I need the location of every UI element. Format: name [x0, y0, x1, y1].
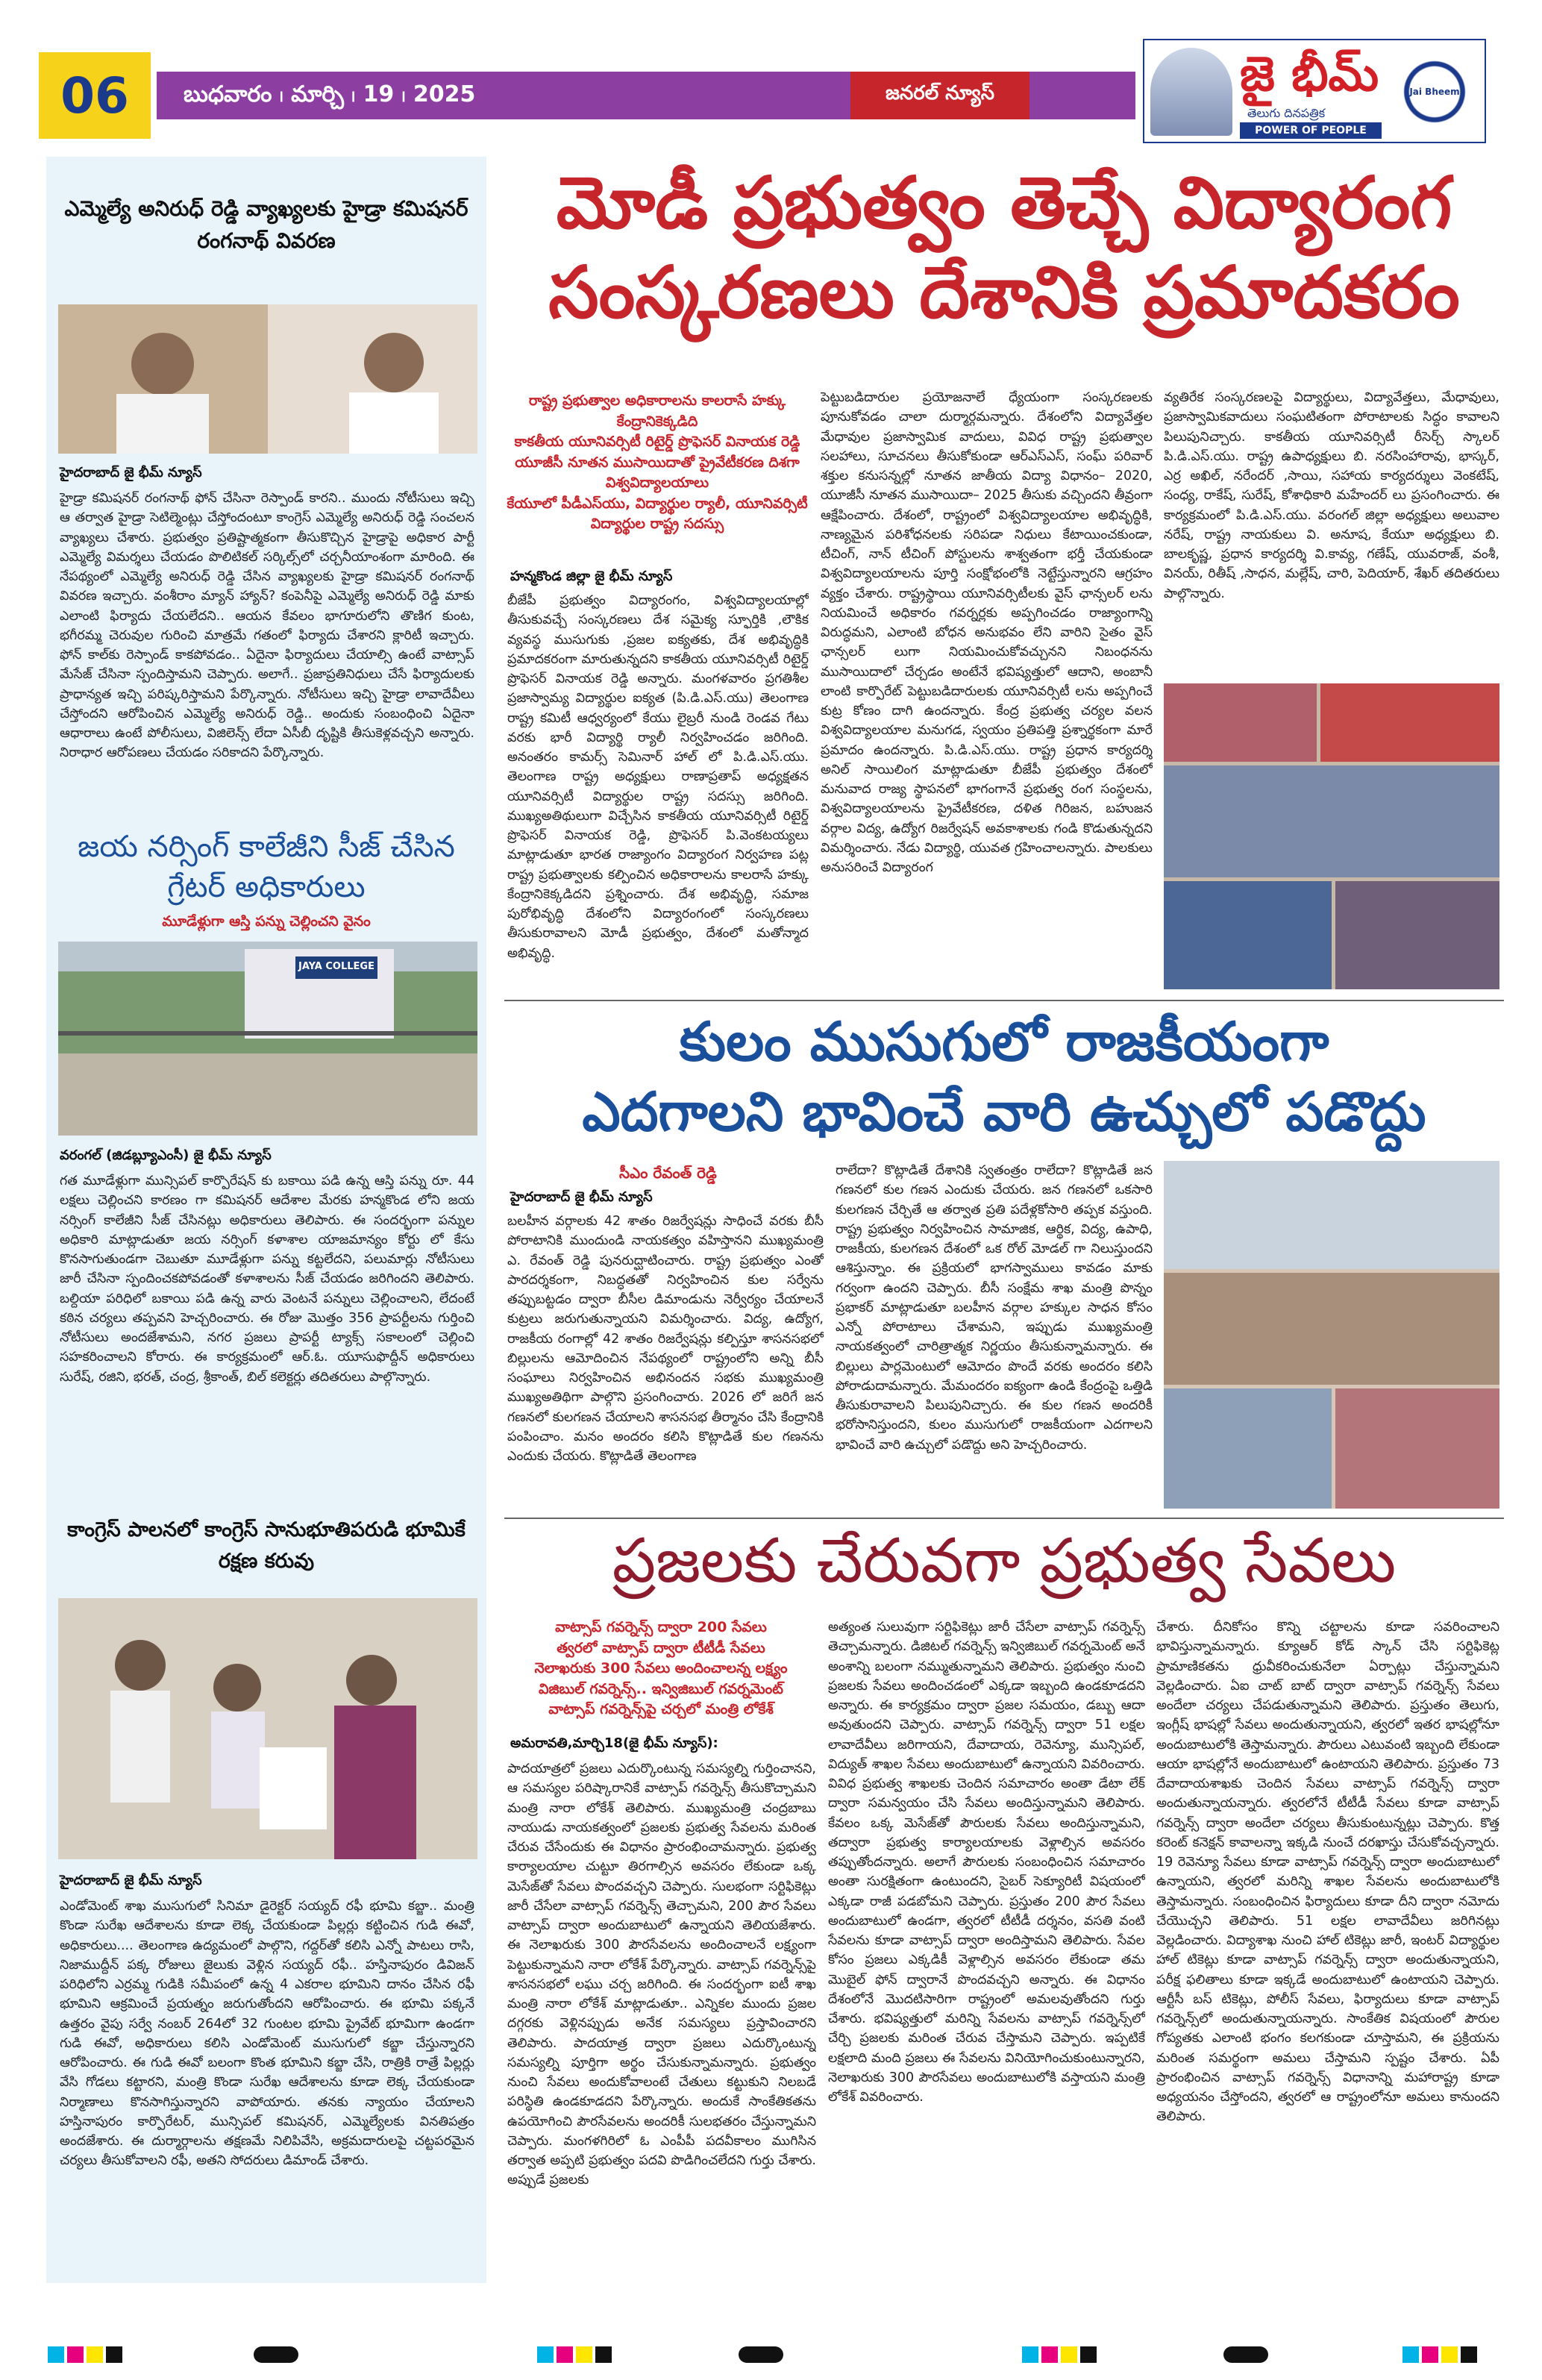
black-mark-icon [1080, 2346, 1097, 2363]
caste-photo [1164, 1161, 1499, 1509]
magenta-mark-icon [557, 2346, 573, 2363]
services-body-col3: చేశారు. దీనికోసం కొన్ని చట్టాలను కూడా సవరించాలని భావిస్తున్నామన్నారు. క్యూఆర్ కోడ్ స్కాన్ చేసి సర్టిఫికెట్ల ప్రామాణికతను ధ్రువీకరించుకునేలా ఏర్పాట్లు చేస్తున్నామని వెల్లడించారు. ఏఐ చాట్ బాట్ ద్వారా వాట్సాప్ గవర్నెన్స్ సేవలు అందేలా చర్యలు చేపడుతున్నామని తెలిపారు. ప్రస్తుతం తెలుగు, ఇంగ్లీష్ భాషల్లో సేవలు అందుతున్నాయని, త్వరలో ఇతర భాషల్లోనూ అందుబాటులోకి తెస్తామన్నారు. పౌరులు ఎటువంటి ఇబ్బంది లేకుండా ఆయా భాషల్లోనే అందుబాటులో ఉంటాయని తెలిపారు. ప్రస్తుతం 73 దేవాదాయశాఖకు చెందిన సేవలు వాట్సాప్ గవర్నెన్స్ ద్వారా అందుతున్నాయన్నారు. త్వరలోనే టీటీడీ సేవలు కూడా వాట్సాప్ గవర్నెన్స్ ద్వారా అందేలా చర్యలు తీసుకుంటున్నట్లు చెప్పారు. కొత్త కరెంట్ కనెక్షన్ కావాలన్నా ఇక్కడి నుంచే దరఖాస్తు చేసుకోవచ్చన్నారు. 19 రెవెన్యూ సేవలు కూడా వాట్సాప్ గవర్నెన్స్ ద్వారా అందుబాటులో ఉన్నాయని, త్వరలో మరిన్ని శాఖల సేవలను అందుబాటులోకి తెస్తామన్నారు. సంబంధించిన ఫిర్యాదులు కూడా దీని ద్వారా నమోదు చేయొచ్చని తెలిపారు. 51 లక్షల లావాదేవీలు జరిగినట్లు వెల్లడించారు. విద్యాశాఖ నుంచి హాల్ టికెట్లు జారీ, ఇంటర్ విద్యార్థుల హాల్ టికెట్లు కూడా వాట్సాప్ గవర్నెన్స్ ద్వారా అందుతున్నాయని, పరీక్ష ఫలితాలు కూడా ఇక్కడే అందుబాటులో ఉంటాయని చెప్పారు. ఆర్టీసీ బస్ టికెట్లు, పోలీస్ సేవలు, ఫిర్యాదులు కూడా వాట్సాప్ గవర్నెన్స్‌లో అందుతున్నాయన్నారు. సాంకేతిక విషయంలో పౌరుల గోప్యతకు ఎలాంటి భంగం కలగకుండా చూస్తామని, ఈ ప్రక్రియను మరింత సమర్థంగా అమలు చేస్తామని స్పష్టం చేశారు. ఏపీ ప్రారంభించిన వాట్సాప్ గవర్నెన్స్ విధానాన్ని మహారాష్ట్ర కూడా అధ్యయనం చేస్తోందని, త్వరలో ఆ రాష్ట్రంలోనూ అమలు కానుందని తెలిపారు. [1156, 1620, 1499, 2125]
story2-headline: జయ నర్సింగ్ కాలేజీని సీజ్ చేసిన గ్రేటర్ అధికారులు [78, 830, 455, 904]
registration-marks [48, 2346, 125, 2363]
caste-photo-art [1164, 1161, 1499, 1509]
crop-mark-icon [739, 2346, 783, 2363]
lead-headline-line2: సంస్కరణలు దేశానికి ప్రమాదకరం [548, 250, 1460, 334]
lead-photo-art [1164, 683, 1499, 989]
section-divider [504, 1518, 1504, 1519]
lead-headline-line1: మోడీ ప్రభుత్వం తెచ్చే విద్యారంగ [556, 160, 1452, 245]
services-body-col1: పాదయాత్రలో ప్రజలు ఎదుర్కొంటున్న సమస్యల్ని గుర్తించానని, ఆ సమస్యల పరిష్కారానికే వాట్సాప్ గవర్నెన్స్ తీసుకొచ్చామని మంత్రి నారా లోకేశ్ తెలిపారు. ముఖ్యమంత్రి చంద్రబాబు నాయుడు నాయకత్వంలో ప్రజలకు ప్రభుత్వ సేవలను మరింత చేరువ చేసేందుకు ఈ విధానం ప్రారంభించామన్నారు. ప్రభుత్వ కార్యాలయాల చుట్టూ తిరగాల్సిన అవసరం లేకుండా ఒక్క మెసేజ్‌తో సేవలు పొందవచ్చని చెప్పారు. సులభంగా సర్టిఫికెట్లు జారీ చేసేలా వాట్సాప్ గవర్నెన్స్ తెచ్చామని, 200 పౌర సేవలు వాట్సాప్ ద్వారా అందుబాటులో ఉన్నాయని తెలియజేశారు. ఈ నెలాఖరుకు 300 పౌరసేవలను అందించాలనే లక్ష్యంగా పెట్టుకున్నామని నారా లోకేశ్ పేర్కొన్నారు. వాట్సాప్ గవర్నెన్స్‌పై శాసనసభలో లఘు చర్చ జరిగింది. ఈ సందర్భంగా ఐటీ శాఖ మంత్రి నారా లోకేశ్ మాట్లాడుతూ.. ఎన్నికల ముందు ప్రజల దగ్గరకు వెళ్లినప్పుడు అనేక సమస్యలు ప్రస్తావించారని తెలిపారు. పాదయాత్ర ద్వారా ప్రజలు ఎదుర్కొంటున్న సమస్యల్ని పూర్తిగా అర్థం చేసుకున్నామన్నారు. ప్రభుత్వం నుంచి సేవలు అందుకోవాలంటే చేతులు కట్టుకుని నిలబడే పరిస్థితి ఉండకూడదని పేర్కొన్నారు. అందుకే సాంకేతికతను ఉపయోగించి పౌరసేవలను అందరికీ సులభతరం చేస్తున్నామని చెప్పారు. మంగళగిరిలో ఓ ఎంపీపీ పదవీకాలం ముగిసిన తర్వాత అప్పటి ప్రభుత్వం పదవి పొడిగించలేదని గుర్తు చేశారు. అప్పుడే ప్రజలకు [507, 1761, 816, 2188]
story3-body: ఎండోమెంట్ శాఖ ముసుగులో సినిమా డైరెక్టర్ సయ్యద్ రఫీ భూమి కబ్జా.. మంత్రి కొండా సురేఖ ఆదేశాలను కూడా లెక్క చేయకుండా పిల్లర్లు కట్టించిన గుడి ఈవో, అధికారులు.... తెలంగాణ ఉద్యమంలో పాల్గొని, గద్దర్‌తో కలిసి ఎన్నో పాటలు రాసి, నిజాముద్దీన్ పక్క రోజులు జైలుకు వెళ్లిన సయ్యద్ రఫీ.. హస్తినాపురం డివిజన్ పరిధిలోని ఎర్రమ్మ గుడికి సమీపంలో ఉన్న 4 ఎకరాల భూమిని దానం చేసిన రఫీ భూమిని ఆక్రమించే ప్రయత్నం జరుగుతోందని ఆరోపించారు. ఈ భూమి పక్కనే ఉత్తరం వైపు సర్వే నంబర్ 264లో 32 గుంటల భూమి ప్రైవేట్ భూమిగా ఉండగా గుడి ఈవో, అధికారులు కలిసి ఎండోమెంట్ ముసుగులో కబ్జా చేస్తున్నారని ఆరోపించారు. ఈ గుడి ఈవో బలంగా కొంత భూమిని కబ్జా చేసి, రాత్రికి రాత్రే పిల్లర్లు వేసి గోడలు కట్టారని, మంత్రి కొండా సురేఖ ఆదేశాలను కూడా లెక్క చేయకుండా నిర్మాణాలు కొనసాగిస్తున్నారని వాపోయారు. తనకు న్యాయం చేయాలని హస్తినాపురం కార్పొరేటర్, మున్సిపల్ కమిషనర్, ఎమ్మెల్యేలకు వినతిపత్రం అందజేశారు. ఈ దుర్మార్గాలను తక్షణమే నిలిపివేసి, అక్రమదారులపై చట్టపరమైన చర్యలు తీసుకోవాలని రఫీ, అతని సోదరులు డిమాండ్ చేశారు. [60, 1899, 474, 2169]
story1-headline: ఎమ్మెల్యే అనిరుధ్ రెడ్డి వ్యాఖ్యలకు హైడ్రా కమిషనర్ రంగనాథ్ వివరణ [64, 196, 468, 254]
story1-photo-art [58, 304, 477, 454]
black-mark-icon [595, 2346, 612, 2363]
caste-headline [504, 1007, 1504, 1147]
magenta-mark-icon [1422, 2346, 1438, 2363]
masthead-title: జై భీమ్ [1240, 46, 1379, 102]
ambedkar-portrait-icon [1150, 48, 1232, 136]
cyan-mark-icon [537, 2346, 554, 2363]
page-number: 06 [39, 52, 151, 139]
crop-mark-icon [1223, 2346, 1268, 2363]
lead-dateline: హన్మకొండ జిల్లా జై భీమ్ న్యూస్ [510, 569, 673, 584]
yellow-mark-icon [576, 2346, 592, 2363]
lead-deck-line: కేయూలో పీడీఎస్‌యు, విద్యార్థుల ర్యాలీ, యూనివర్సిటీ విద్యార్థుల రాష్ట్ర సదస్సు [507, 495, 808, 533]
story3-dateline: హైదరాబాద్ జై భీమ్ న్యూస్ [60, 1873, 202, 1888]
caste-speaker: సీఎం రేవంత్ రెడ్డి [619, 1164, 717, 1182]
caste-body-col2: రాలేదా? కొట్లాడితే దేశానికి స్వతంత్రం రాలేదా? కొట్లాడితే జన గణనలో కుల గణన ఎందుకు చేయరు. జన గణనలో ఒకసారి కులగణన చేర్చితే ఆ తర్వాత ప్రతి పదేళ్లకోసారి తప్పక వస్తుంది. రాష్ట్ర ప్రభుత్వం నిర్వహించిన సామాజిక, ఆర్థిక, విద్య, ఉపాధి, రాజకీయ, కులగణన దేశంలో ఒక రోల్ మోడల్ గా నిలుస్తుందని ఆశిస్తున్నాం. ఈ ప్రక్రియలో భాగస్వాములు కావడం మాకు గర్వంగా ఉందని చెప్పారు. బీసీ సంక్షేమ శాఖ మంత్రి పొన్నం ప్రభాకర్ మాట్లాడుతూ బలహీన వర్గాల హక్కుల సాధన కోసం ఎన్నో పోరాటాలు చేశామని, ఇప్పుడు ముఖ్యమంత్రి నాయకత్వంలో చారిత్రాత్మక నిర్ణయం తీసుకున్నామన్నారు. ఈ బిల్లులు పార్లమెంటులో ఆమోదం పొందే వరకు అందరం కలిసి పోరాడుదామన్నారు. మేమందరం ఐక్యంగా ఉండి కేంద్రంపై ఒత్తిడి తీసుకురావాలని పిలుపునిచ్చారు. ఈ కుల గణన అందరికీ భరోసానిస్తుందని, కులం ముసుగులో రాజకీయంగా ఎదగాలని భావించే వారి ఉచ్చులో పడొద్దు అని హెచ్చరించారు. [836, 1163, 1153, 1453]
registration-marks [1022, 2346, 1100, 2363]
services-deck-line: నెలాఖరుకు 300 సేవలు అందించాలన్న లక్ష్యం [534, 1660, 788, 1677]
issue-date: బుధవారం ၊ మార్చి ၊ 19 ၊ 2025 [184, 81, 476, 107]
yellow-mark-icon [87, 2346, 103, 2363]
story3-headline: కాంగ్రెస్ పాలనలో కాంగ్రెస్ సానుభూతిపరుడి భూమికే రక్షణ కరువు [67, 1518, 466, 1573]
masthead-badge-icon [1391, 48, 1479, 136]
story3-photo-art [58, 1598, 477, 1859]
cyan-mark-icon [48, 2346, 64, 2363]
story1-body: హైడ్రా కమిషనర్ రంగనాథ్ ఫోన్ చేసినా రెస్పాండ్ కారని.. ముందు నోటీసులు ఇచ్చి ఆ తర్వాత హైడ్రా సెటిల్మెంట్లు చేస్తోందంటూ కాంగ్రెస్ ఎమ్మెల్యే అనిరుధ్ రెడ్డి సంచలన వ్యాఖ్యలు చేశారు. ప్రభుత్వం ప్రతిష్టాత్మకంగా తీసుకొచ్చిన హైడ్రాపై అధికార పార్టీ ఎమ్మెల్యే విమర్శలు చేయడం పొలిటికల్ సర్కిల్స్‌లో చర్చనీయాంశంగా మారింది. ఈ నేపథ్యంలో ఎమ్మెల్యే అనిరుధ్ రెడ్డి చేసిన వ్యాఖ్యలకు హైడ్రా కమిషనర్ రంగనాథ్ వివరణ ఇచ్చారు. వంశీరాం మ్యాన్ హ్యాన్? కంపెనీపై ఎమ్మెల్యే అనిరుధ్ రెడ్డి మాకు ఎలాంటి ఫిర్యాదు చేయలేదని.. ఆయన కేవలం భాగూరులోని తొణిగ కుంట, భగీరమ్మ చెరువుల గురించి మాత్రమే గతంలో ఫిర్యాదు చేశారని క్లారిటీ ఇచ్చారు. ఫోన్ కాల్‌కు రెస్పాండ్ కాకపోవడం.. ఏదైనా ఫిర్యాదులు చేయాల్సి ఉంటే వాట్సాప్ మేసేజ్ చేసినా స్పందిస్తామని చెప్పారు. అలాగే.. ప్రజాప్రతినిధులు చేసే ఫిర్యాదులకు ప్రాధాన్యత ఇచ్చి పరిష్కరిస్తామని పేర్కొన్నారు. నోటీసులు ఇచ్చి హైడ్రా లావాదేవీలు చేస్తోందని ఆరోపించిన ఎమ్మెల్యే అనిరుధ్ రెడ్డి.. అందుకు సంబంధించి ఏదైనా ఆధారాలు ఉంటే పోలీసులు, విజిలెన్స్ లేదా ఏసీబీ దృష్టికి తీసుకెళ్లవచ్చని అన్నారు. నిరాధార ఆరోపణలు చేయడం సరికాదని పేర్కొన్నారు. [60, 491, 474, 761]
masthead-power-banner: POWER OF PEOPLE [1240, 122, 1382, 139]
yellow-mark-icon [1061, 2346, 1077, 2363]
college-sign: JAYA COLLEGE [298, 961, 374, 972]
registration-marks [1402, 2346, 1480, 2363]
masthead [1143, 39, 1486, 143]
services-headline: ప్రజలకు చేరువగా ప్రభుత్వ సేవలు [612, 1526, 1397, 1597]
services-deck-line: త్వరలో వాట్సాప్ ద్వారా టీటీడీ సేవలు [557, 1639, 765, 1656]
lead-headline [504, 158, 1504, 337]
story1-dateline: హైదరాబాద్ జై భీమ్ న్యూస్ [60, 465, 202, 480]
services-deck-line: విజిబుల్ గవర్నెన్స్.. ఇన్విజిబుల్ గవర్నమెంట్ [539, 1680, 783, 1697]
story2-photo-art [58, 942, 477, 1136]
story3-photo [58, 1598, 477, 1859]
masthead-badge-text: Jai Bheem [1409, 87, 1460, 97]
lead-deck [504, 391, 810, 535]
caste-headline-line2: ఎదగాలని భావించే వారి ఉచ్చులో పడొద్దు [582, 1080, 1426, 1143]
story2-dateline: వరంగల్ (జిడబ్ల్యూఎంసీ) జై భీమ్ న్యూస్ [60, 1147, 272, 1163]
crop-mark-icon [254, 2346, 298, 2363]
lead-body-col1: బీజేపీ ప్రభుత్వం విద్యారంగం, విశ్వవిద్యాలయాల్లో తీసుకువచ్చే సంస్కరణలు దేశ సమైక్య స్ఫూర్తికి ,లౌకిక వ్యవస్థ ముసుగుకు ,ప్రజల ఐక్యతకు, దేశ అభివృద్ధికి ప్రమాదకరంగా మారుతున్నదని కాకతీయ యూనివర్సిటీ రిటైర్డ్ ప్రొఫెసర్ వినాయక రెడ్డి అన్నారు. మంగళవారం ప్రగతిశీల ప్రజాస్వామ్య విద్యార్థుల ఐక్యత (పి.డి.ఎస్.యు) తెలంగాణ రాష్ట్ర కమిటీ ఆధ్వర్యంలో కేయు లైబ్రరీ నుండి రెండవ గేటు వరకు భారీ విద్యార్థి ర్యాలీ నిర్వహించడం జరిగింది. అనంతరం కామర్స్ సెమినార్ హాల్ లో పి.డి.ఎస్.యు. తెలంగాణ రాష్ట్ర అధ్యక్షులు రాణాప్రతాప్ అధ్యక్షతన యూనివర్సిటీ విద్యార్థుల రాష్ట్ర సదస్సు జరిగింది. ముఖ్యఅతిథులుగా విచ్చేసిన కాకతీయ యూనివర్సిటీ రిటైర్డ్ ప్రొఫెసర్ వినాయక రెడ్డి, ప్రొఫెసర్ పి.వెంకటయ్యలు మాట్లాడుతూ భారత రాజ్యాంగం విద్యారంగ నిర్వహణ పట్ల రాష్ట్ర ప్రభుత్వాలకు కల్పించిన అధికారాలను కాలరాసే హక్కు కేంద్రానికెక్కడిదని ప్రశ్నించారు. దేశ అభివృద్ధి, సమాజ పురోభివృద్ధి దేశంలోని విద్యారంగంలో సంస్కరణలు తీసుకురావాలని మోడీ ప్రభుత్వం, దేశంలో మతోన్మాద అభివృద్ధి. [507, 593, 809, 961]
lead-deck-line: రాష్ట్ర ప్రభుత్వాల అధికారాలను కాలరాసే హక్కు కేంద్రానికెక్కడిది [528, 392, 786, 430]
lead-deck-line: యూజీసీ నూతన ముసాయిదాతో ప్రైవేటీకరణ దిశగా విశ్వవిద్యాలయాలు [515, 454, 800, 492]
masthead-subtitle: తెలుగు దినపత్రిక [1247, 106, 1326, 120]
services-deck-line: వాట్సాప్ గవర్నెన్స్ ద్వారా 200 సేవలు [555, 1619, 767, 1635]
caste-headline-line1: కులం ముసుగులో రాజకీయంగా [679, 1010, 1329, 1073]
services-deck [504, 1618, 818, 1720]
section-divider [504, 1000, 1504, 1001]
services-dateline: అమరావతి,మార్చి18(జై భీమ్ న్యూస్): [510, 1735, 718, 1751]
magenta-mark-icon [67, 2346, 84, 2363]
section-tag: జనరల్ న్యూస్ [850, 72, 1029, 119]
black-mark-icon [1461, 2346, 1477, 2363]
caste-dateline: హైదరాబాద్ జై భీమ్ న్యూస్ [510, 1189, 653, 1205]
lead-body-col2: పెట్టుబడిదారుల ప్రయోజనాలే ధ్యేయంగా సంస్కరణలకు పూనుకోవడం చాలా దుర్మార్గమన్నారు. దేశంలోని విద్యావేత్తల మేధావుల ప్రజాస్వామిక వాదులు, వివిధ రాష్ట్ర ప్రభుత్వాల సలహాలు, సూచనలు తీసుకోకుండా ఆర్ఎస్ఎస్, సంఘ్ పరివార్ శక్తుల కనుసన్నల్లో నూతన జాతీయ విద్యా విధానం– 2020, యూజీసీ నూతన ముసాయిదా– 2025 తీసుకు వచ్చిందని తీవ్రంగా ఆక్షేపించారు. దేశంలో, రాష్ట్రంలో విశ్వవిద్యాలయాల అభివృద్ధికి, నాణ్యమైన పరిశోధనలకు సరిపడా నిధులు కేటాయించకుండా, టీచింగ్, నాన్ టీచింగ్ పోస్టులను శాశ్వతంగా భర్తీ చేయకుండా విశ్వవిద్యాలయాలను పూర్తి సంక్షోభంలోకి నెట్టేస్తున్నారని ఆగ్రహం వ్యక్తం చేశారు. రాష్ట్రస్థాయి యూనివర్సిటీలకు వైస్ ఛాన్సలర్ లను నియమించే అధికారం గవర్నర్లకు అప్పగించడం రాజ్యాంగాన్ని విరుద్ధమని, ఎలాంటి బోధన అనుభవం లేని వారిని సైతం వైస్ ఛాన్సలర్ లుగా నియమించుకోవచ్చునని నిబంధనను ముసాయిదాలో చేర్చడం అంటేనే భవిష్యత్తులో ఆదాని, అంబానీ లాంటి కార్పొరేట్ పెట్టుబడిదారులకు యూనివర్సిటీ లను అప్పగించే కుట్ర కోణం దాగి ఉందన్నారు. కేంద్ర ప్రభుత్వ చర్యల వలన విశ్వవిద్యాలయాల మనుగడ, స్వయం ప్రతిపత్తి ప్రశ్నార్థకంగా మారే ప్రమాదం ఉందన్నారు. పి.డి.ఎస్.యు. రాష్ట్ర ప్రధాన కార్యదర్శి అనిల్ సాయిలింగ మాట్లాడుతూ బీజేపీ ప్రభుత్వం దేశంలో మనువాద రాజ్య స్థాపనలో భాగంగానే ప్రభుత్వ రంగ సంస్థలను, విశ్వవిద్యాలయాలను ప్రైవేటీకరణ, దళిత గిరిజన, బహుజన వర్గాల విద్య, ఉద్యోగ రిజర్వేషన్ అవకాశాలకు గండి కొడుతున్నదని విమర్శించారు. నేడు విద్యార్థి, యువత గ్రహించాలన్నారు. పాలకులు అనుసరించే విద్యారంగ [821, 390, 1153, 875]
registration-marks [537, 2346, 615, 2363]
services-deck-line: వాట్సాప్ గవర్నెన్స్‌పై చర్చలో మంత్రి లోకేశ్ [548, 1701, 774, 1718]
cyan-mark-icon [1022, 2346, 1038, 2363]
cyan-mark-icon [1402, 2346, 1419, 2363]
black-mark-icon [106, 2346, 122, 2363]
lead-photo [1164, 683, 1499, 989]
lead-deck-line: కాకతీయ యూనివర్సిటీ రిటైర్డ్ ప్రొఫెసర్ వినాయక రెడ్డి [514, 433, 800, 451]
yellow-mark-icon [1441, 2346, 1458, 2363]
caste-body-col1: బలహీన వర్గాలకు 42 శాతం రిజర్వేషన్లు సాధించే వరకు బీసీ పోరాటానికి ముందుండి నాయకత్వం వహిస్తానని ముఖ్యమంత్రి ఎ. రేవంత్ రెడ్డి పునరుద్ఘాటించారు. రాష్ట్ర ప్రభుత్వం ఎంతో పారదర్శకంగా, నిబద్ధతతో నిర్వహించిన కుల సర్వేను తప్పుబట్టడం ద్వారా బీసీల డిమాండును నెర్వీర్యం చేయాలనే కుట్రలు జరుగుతున్నాయని విమర్శించారు. విద్య, ఉద్యోగ, రాజకీయ రంగాల్లో 42 శాతం రిజర్వేషన్లు కల్పిస్తూ శాసనసభలో బిల్లులను ఆమోదించిన నేపథ్యంలో రాష్ట్రంలోని అన్ని బీసీ సంఘాలు నిర్వహించిన అభినందన సభకు ముఖ్యమంత్రి ముఖ్యఅతిథిగా పాల్గొని ప్రసంగించారు. 2026 లో జరిగే జన గణనలో కులగణన చేయాలని శాసనసభ తీర్మానం చేసి కేంద్రానికి పంపించాం. మనం అందరం కలిసి కొట్లాడితే కుల గణనను ఎందుకు చేయరు. కొట్లాడితే తెలంగాణ [507, 1214, 824, 1464]
story2-deck: మూడేళ్లుగా ఆస్తి పన్ను చెల్లించని వైనం [162, 913, 371, 930]
story2-body: గత మూడేళ్లుగా మున్సిపల్ కార్పొరేషన్ కు బకాయి పడి ఉన్న ఆస్తి పన్ను రూ. 44 లక్షలు చెల్లించని కారణం గా కమిషనర్ ఆదేశాల మేరకు హన్మకొండ లోని జయ నర్సింగ్ కాలేజీని సీజ్ చేసినట్లు అధికారులు తెలిపారు. ఈ సందర్భంగా పన్నుల అధికారి మాట్లాడుతూ జయ నర్సింగ్ కళాశాల యాజమాన్యం కోర్టు లో కేసు కొనసాగుతుండగా చెబుతూ మూడేళ్లుగా పన్ను కట్టలేదని, పలుమార్లు నోటీసులు జారీ చేసినా స్పందించకపోవడంతో కళాశాలను సీజ్ చేయడం జరిగిందని తెలిపారు. బల్దియా పరిధిలో బకాయి పడి ఉన్న వారు వెంటనే పన్నులు చెల్లించాలని, లేదంటే కఠిన చర్యలు తప్పవని హెచ్చరించారు. ఈ రోజు మొత్తం 356 ప్రాపర్టీలను గుర్తించి నోటీసులు అందజేశామని, నగర ప్రజలు ప్రాపర్టీ ట్యాక్స్ సకాలంలో చెల్లించి సహకరించాలని కోరారు. ఈ కార్యక్రమంలో ఆర్.ఓ. యూసుఫొద్దీన్ అధికారులు సురేష్, రజిని, భరత్, చంద్ర, శ్రీకాంత్, బిల్ కలెక్టర్లు తదితరులు పాల్గొన్నారు. [60, 1174, 474, 1385]
story1-photo [58, 304, 477, 454]
lead-body-col3: వ్యతిరేక సంస్కరణలపై విద్యార్థులు, విద్యావేత్తలు, మేధావులు, ప్రజాస్వామికవాదులు సంఘటితంగా పోరాటాలకు సిద్ధం కావాలని పిలుపునిచ్చారు. కాకతీయ యూనివర్సిటీ రీసెర్చ్ స్కాలర్ పి.డి.ఎస్.యు. రాష్ట్ర ఉపాధ్యక్షులు బి. నరసింహారావు, భాస్కర్, ఎర్ర అఖిల్, నరేందర్ ,సాయి, సహాయ కార్యదర్శులు వెంకటేష్, సంధ్య, రాకేష్, సురేష్, కోశాధికారి మహేందర్ లు ప్రసంగించారు. ఈ కార్యక్రమంలో పి.డి.ఎస్.యు. వరంగల్ జిల్లా అధ్యక్షులు అలువాల నరేష్, రాష్ట్ర నాయకులు వి. అనూష, కేయూ అధ్యక్షులు బి. బాలకృష్ణ, ప్రధాన కార్యదర్శి వి.కావ్య, గణేష్, యువరాజ్, వంశీ, వినయ్, రితీష్ ,సాధన, మల్లేష్, చారి, పెదియార్, శేఖర్ తదితరులు పాల్గొన్నారు. [1164, 390, 1499, 601]
magenta-mark-icon [1041, 2346, 1058, 2363]
services-body-col2: అత్యంత సులువుగా సర్టిఫికెట్లు జారీ చేసేలా వాట్సాప్ గవర్నెన్స్ తెచ్చామన్నారు. డిజిటల్ గవర్నెన్స్ ఇన్విజిబుల్ గవర్నమెంట్ అనే అంశాన్ని బలంగా నమ్ముతున్నామని తెలిపారు. ప్రభుత్వం నుంచి ప్రజలకు సేవలు అందించడంలో ఎక్కడా ఇబ్బంది ఉండకూడదని అన్నారు. ఈ కార్యక్రమం ద్వారా ప్రజల సమయం, డబ్బు ఆదా అవుతుందని చెప్పారు. వాట్సాప్ గవర్నెన్స్ ద్వారా 51 లక్షల లావాదేవీలు జరిగాయని, దేవాదాయ, రెవెన్యూ, మున్సిపల్, విద్యుత్ శాఖల సేవలు అందుబాటులో ఉన్నాయని వివరించారు. వివిధ ప్రభుత్వ శాఖలకు చెందిన సమాచారం అంతా డేటా లేక్ ద్వారా సమన్వయం చేసి సేవలు అందిస్తున్నామని తెలిపారు. కేవలం ఒక్క మెసేజ్‌తో పౌరులకు సేవలు అందిస్తున్నామని, తద్వారా ప్రభుత్వ కార్యాలయాలకు వెళ్లాల్సిన అవసరం తప్పుతోందన్నారు. అలాగే పౌరులకు సంబంధించిన సమాచారం అంతా సురక్షితంగా ఉంటుందని, సైబర్ సెక్యూరిటీ విషయంలో ఎక్కడా రాజీ పడబోమని చెప్పారు. ప్రస్తుతం 200 పౌర సేవలు అందుబాటులో ఉండగా, త్వరలో టీటీడీ దర్శనం, వసతి వంటి సేవలను కూడా వాట్సాప్ ద్వారా అందిస్తామని తెలిపారు. సేవల కోసం ప్రజలు ఎక్కడికీ వెళ్లాల్సిన అవసరం లేకుండా తమ మొబైల్ ఫోన్ ద్వారానే పొందవచ్చని అన్నారు. ఈ విధానం దేశంలోనే మొదటిసారిగా రాష్ట్రంలో అమలవుతోందని గుర్తు చేశారు. భవిష్యత్తులో మరిన్ని సేవలను వాట్సాప్ గవర్నెన్స్‌లో చేర్చి ప్రజలకు మరింత చేరువ చేస్తామని చెప్పారు. ఇప్పటికే లక్షలాది మంది ప్రజలు ఈ సేవలను వినియోగించుకుంటున్నారని, నెలాఖరుకు 300 పౌరసేవలు అందుబాటులోకి వస్తాయని మంత్రి లోకేశ్ వివరించారు. [828, 1620, 1145, 2105]
story2-photo [58, 942, 477, 1136]
